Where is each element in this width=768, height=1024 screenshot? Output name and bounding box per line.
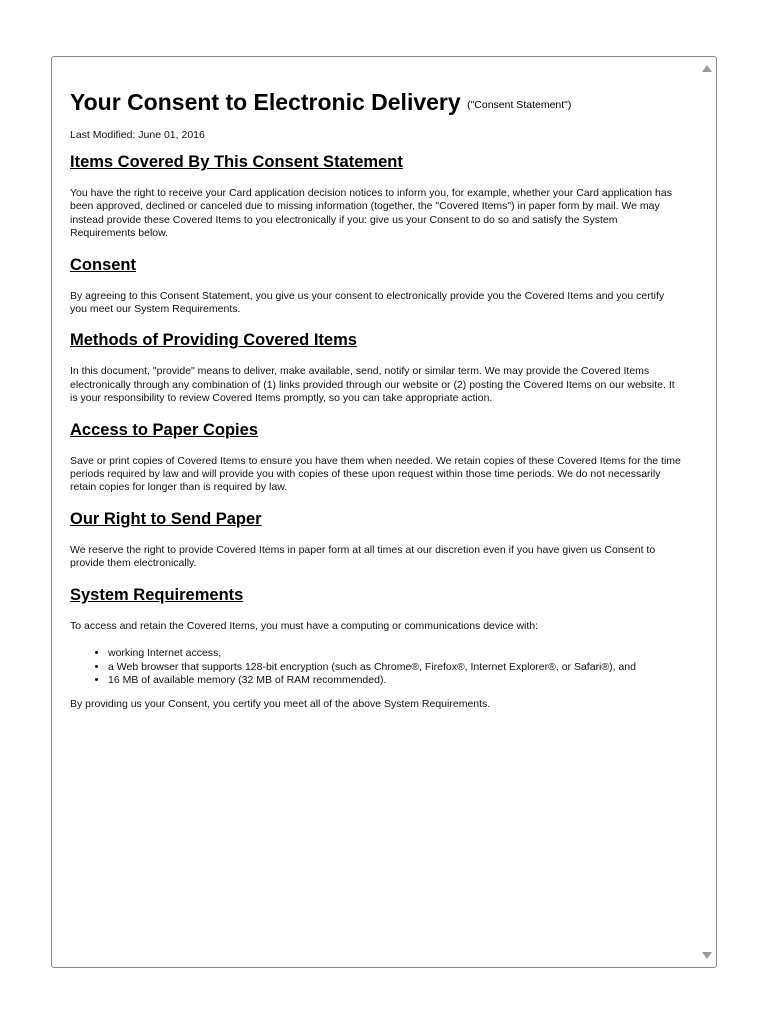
vertical-scrollbar[interactable] — [699, 58, 715, 966]
consent-document-panel[interactable] — [51, 56, 717, 968]
section-heading-right-to-send-paper: Our Right to Send Paper — [70, 509, 262, 528]
section-paragraph-right-to-send-paper: We reserve the right to provide Covered Items in paper form at all times at our discretion even if you have given us Consent to provide them electronically. — [70, 543, 656, 570]
list-item: • working Internet access, — [108, 647, 682, 661]
scroll-up-arrow-icon[interactable] — [702, 65, 712, 72]
list-item: • 16 MB of available memory (32 MB of RAM recommended). — [108, 674, 682, 688]
scroll-down-arrow-icon[interactable] — [702, 952, 712, 959]
section-paragraph-items-covered: You have the right to receive your Card application decision notices to inform you, for example, whether your Card application has been approved, declined or canceled due to missing information (together, the "Covered Items") in paper form by mail. We may instead provide these Covered Items to you electronically if you: give us your Consent to do so and satisfy the System Requirements below. — [70, 187, 672, 240]
section-intro-system-requirements: To access and retain the Covered Items, you must have a computing or communications device with: — [70, 619, 539, 632]
section-heading-consent: Consent — [70, 255, 136, 274]
document-content — [70, 87, 682, 967]
last-modified-date: Last Modified: June 01, 2016 — [70, 129, 205, 141]
document-title — [70, 87, 682, 120]
section-closing-system-requirements: By providing us your Consent, you certify you meet all of the above System Requirements. — [70, 697, 491, 710]
section-heading-system-requirements: System Requirements — [70, 585, 244, 604]
section-heading-methods: Methods of Providing Covered Items — [70, 331, 357, 350]
document-title-suffix: ("Consent Statement") — [467, 99, 572, 111]
section-paragraph-paper-copies: Save or print copies of Covered Items to ensure you have them when needed. We retain copies of these Covered Items for the time periods required by law and will provide you with copies of these upon request within those time periods. We do not necessarily retain copies for longer than is required by law. — [70, 454, 681, 494]
list-item: • a Web browser that supports 128-bit encryption (such as Chrome®, Firefox®, Internet Explorer®, or Safari®), and — [108, 661, 682, 675]
section-paragraph-consent: By agreeing to this Consent Statement, you give us your consent to electronically provide you the Covered Items and you certify you meet our System Requirements. — [70, 289, 665, 316]
section-heading-paper-copies: Access to Paper Copies — [70, 420, 258, 439]
section-paragraph-methods: In this document, "provide" means to deliver, make available, send, notify or similar term. We may provide the Covered Items electronically through any combination of (1) links provided through our website or (2) posting the Covered Items on our website. It is your responsibility to review Covered Items promptly, so you can take appropriate action. — [70, 365, 675, 405]
system-requirements-list — [70, 647, 682, 688]
section-heading-items-covered: Items Covered By This Consent Statement — [70, 153, 403, 171]
document-title-text: Your Consent to Electronic Delivery — [70, 89, 461, 115]
